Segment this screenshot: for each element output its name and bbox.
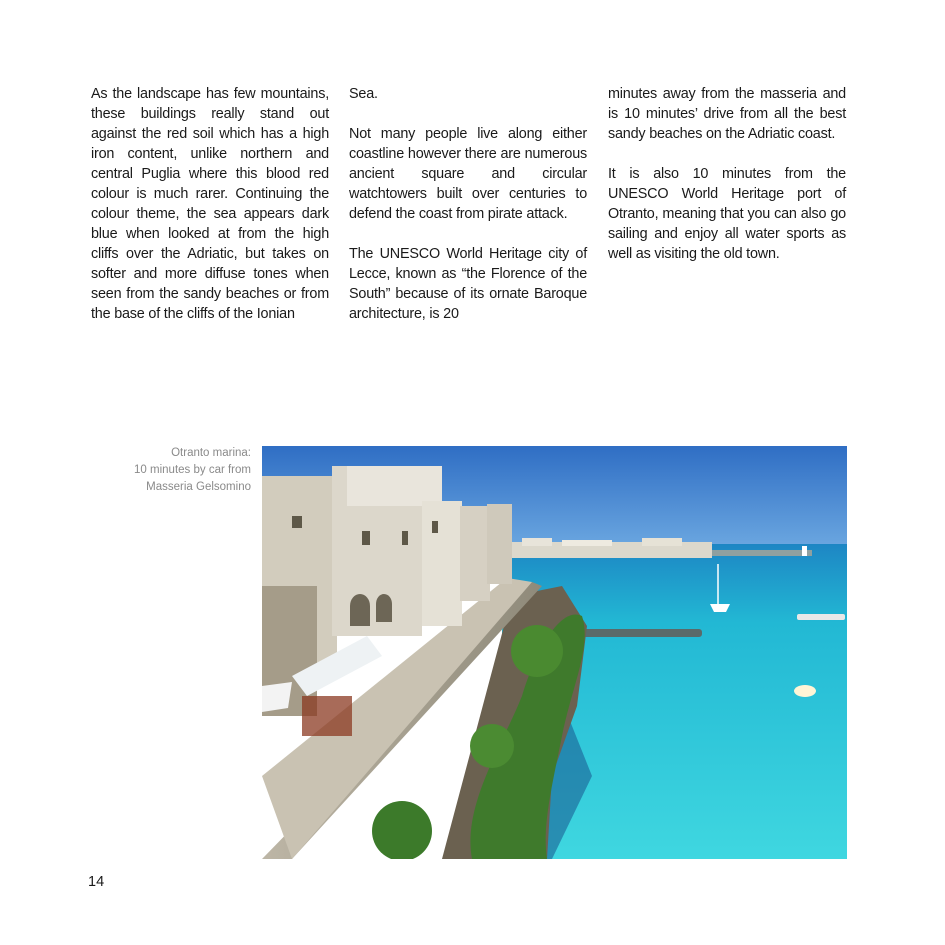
paragraph: As the landscape has few mountains, these buildings really stand out against the red soil which has a high iron content, unlike northern and central Puglia where this blood red colour is much rarer. Continuing the colour theme, the sea appears dark blue when looked at from the high cliffs over the Adriatic, but takes on softer and more diffuse tones when seen from the sandy beaches or from the base of the cliffs of the Ionian	[91, 86, 329, 322]
paragraph: The UNESCO World Heritage city of Lecce, known as “the Florence of the South” because of its ornate Baroque architecture, is 20	[349, 246, 587, 322]
paragraph: Not many people live along either coastline however there are numerous ancient square and circular watchtowers built over centuries to defend the coast from pirate attack.	[349, 126, 587, 222]
photo-caption	[100, 445, 251, 496]
otranto-marina-photo	[262, 446, 847, 859]
caption-line: Otranto marina:	[171, 447, 251, 459]
text-column-3	[608, 84, 846, 264]
text-column-2	[349, 84, 587, 324]
paragraph: It is also 10 minutes from the UNESCO World Heritage port of Otranto, meaning that you can also go sailing and enjoy all water sports as well as visiting the old town.	[608, 166, 846, 262]
text-column-1	[91, 84, 329, 324]
paragraph: minutes away from the masseria and is 10 minutes’ drive from all the best sandy beaches on the Adriatic coast.	[608, 86, 846, 142]
paragraph: Sea.	[349, 86, 378, 102]
page-number: 14	[88, 874, 105, 890]
caption-line: 10 minutes by car from	[134, 464, 251, 476]
caption-line: Masseria Gelsomino	[146, 481, 251, 493]
